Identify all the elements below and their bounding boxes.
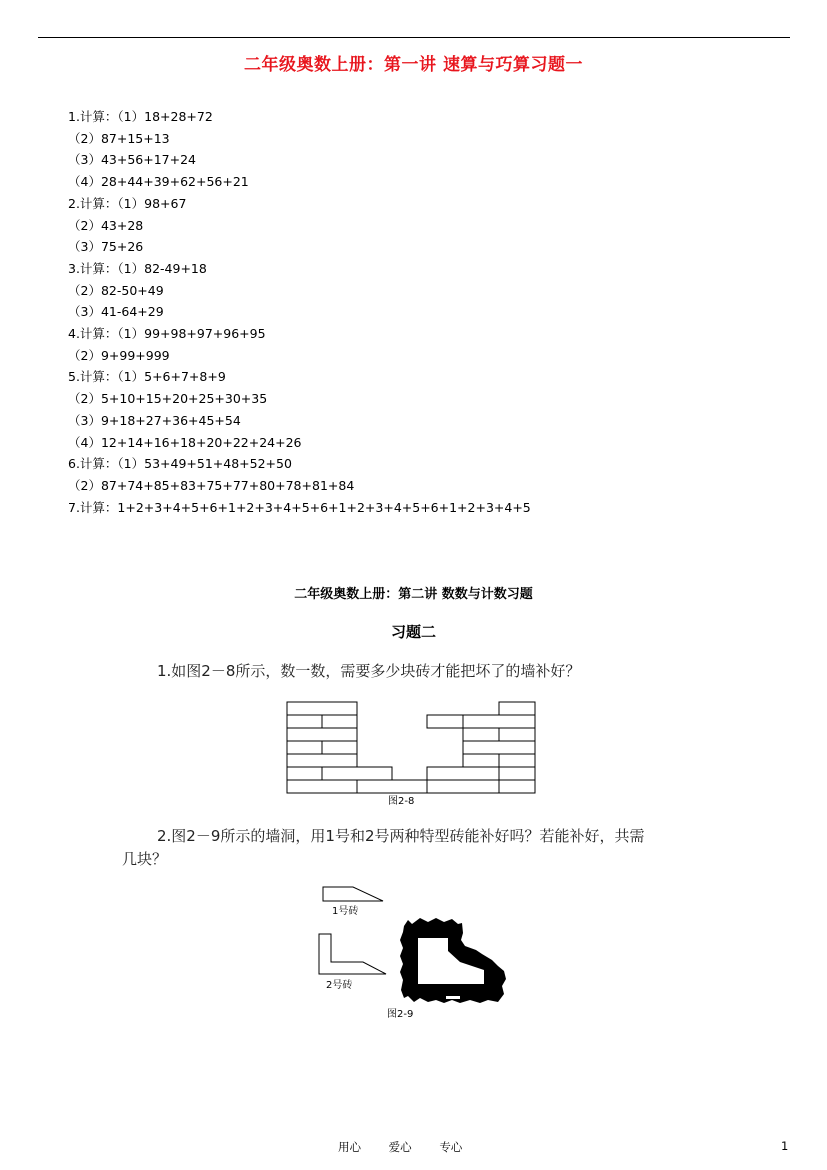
problem-line: 3.计算：（1）82-49+18 (68, 260, 207, 276)
problem-line: （3）43+56+17+24 (68, 152, 196, 168)
problem-line: 4.计算：（1）99+98+97+96+95 (68, 326, 266, 342)
brick-1-label: 1号砖 (332, 906, 359, 917)
problem-line: （2）87+74+85+83+75+77+80+78+81+84 (68, 477, 355, 493)
question-2-line-1: 2.图2－9所示的墙洞，用1号和2号两种特型砖能补好吗？若能补好，共需 (157, 827, 645, 845)
page-number: 1 (781, 1139, 789, 1153)
problem-line: （2）9+99+999 (68, 347, 170, 363)
wall-hole-shape (400, 918, 506, 1003)
hole-figure (312, 880, 517, 1025)
problem-line: （2）82-50+49 (68, 282, 164, 298)
footer-item: 专心 (439, 1140, 463, 1154)
footer-item: 用心 (338, 1140, 361, 1154)
brick-1-shape (323, 887, 383, 901)
question-1: 1.如图2－8所示，数一数，需要多少块砖才能把坏了的墙补好？ (157, 662, 581, 680)
problem-line: （2）5+10+15+20+25+30+35 (68, 391, 268, 407)
problem-line: 1.计算：（1）18+28+72 (68, 109, 213, 124)
section-title: 二年级奥数上册：第二讲 数数与计数习题 (294, 587, 533, 602)
page-title: 二年级奥数上册：第一讲 速算与巧算习题一 (244, 55, 583, 75)
footer-item: 爱心 (388, 1140, 412, 1154)
problem-line: （4）12+14+16+18+20+22+24+26 (68, 434, 302, 450)
problem-line: 7.计算：1+2+3+4+5+6+1+2+3+4+5+6+1+2+3+4+5+6+1+2+3+4+5 (68, 499, 531, 515)
problem-line: （3）41-64+29 (68, 304, 164, 320)
wall-figure (280, 698, 542, 808)
question-2 (122, 825, 717, 871)
problem-line: （3）75+26 (68, 239, 144, 255)
problem-line: （2）43+28 (68, 217, 144, 233)
brick-2-shape (319, 934, 386, 974)
problem-line: 5.计算：（1）5+6+7+8+9 (68, 369, 226, 385)
problem-line: （4）28+44+39+62+56+21 (68, 174, 249, 190)
figure-caption: 图2-8 (388, 796, 415, 807)
question-2-line-2: 几块？ (122, 850, 168, 868)
problem-line: 2.计算：（1）98+67 (68, 195, 187, 211)
header-rule (38, 37, 790, 38)
problem-line: （2）87+15+13 (68, 130, 170, 146)
figure-caption: 图2-9 (387, 1009, 414, 1020)
problem-list (68, 106, 531, 518)
brick-2-label: 2号砖 (326, 980, 353, 991)
problem-line: （3）9+18+27+36+45+54 (68, 412, 241, 428)
problem-line: 6.计算：（1）53+49+51+48+52+50 (68, 456, 292, 472)
section-subtitle: 习题二 (390, 623, 436, 641)
